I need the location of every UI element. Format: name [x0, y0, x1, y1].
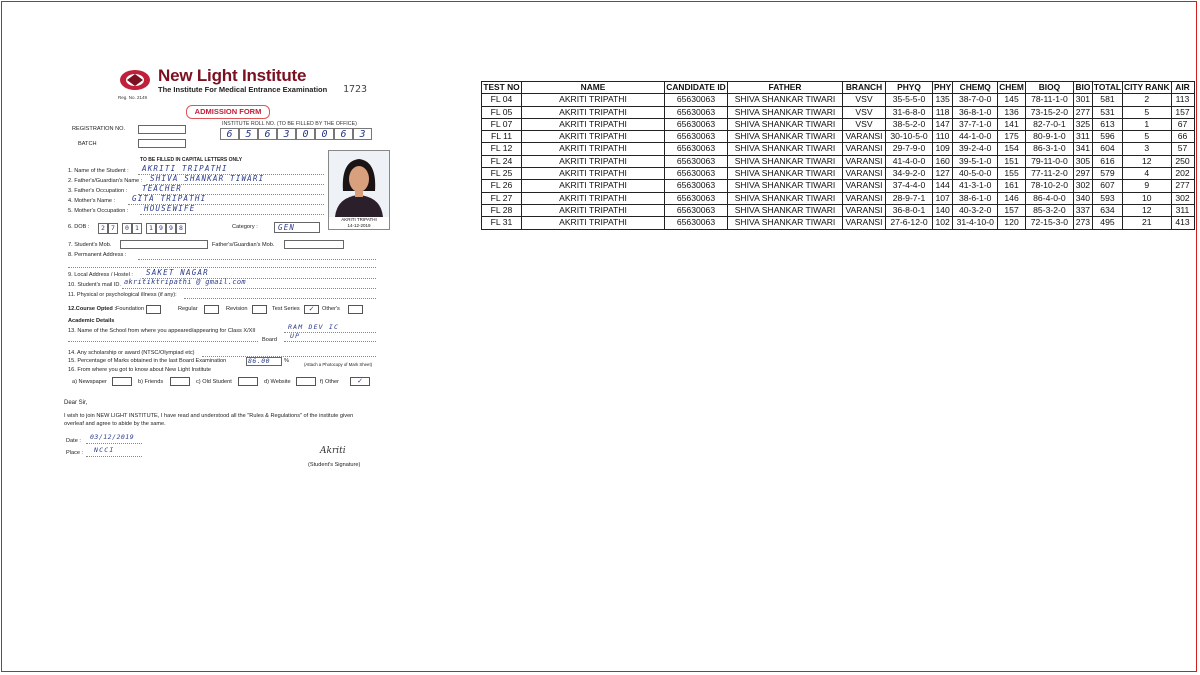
table-cell: 160	[933, 155, 953, 167]
table-cell: 136	[998, 106, 1026, 118]
table-cell: 40-3-2-0	[953, 204, 998, 216]
father-occupation-value: TEACHER	[142, 184, 183, 193]
table-cell: 110	[933, 131, 953, 143]
table-cell: SHIVA SHANKAR TIWARI	[728, 94, 843, 106]
roll-number-boxes	[220, 128, 372, 140]
column-header: FATHER	[728, 82, 843, 94]
table-cell: 277	[1073, 106, 1092, 118]
table-cell: 78-10-2-0	[1025, 180, 1073, 192]
signature-label: (Student's Signature)	[308, 462, 361, 468]
table-cell: 175	[998, 131, 1026, 143]
course-option-others: Other's	[322, 306, 340, 312]
table-cell: VARANSI	[843, 180, 886, 192]
table-cell: 634	[1092, 204, 1122, 216]
column-header: AIR	[1171, 82, 1194, 94]
table-cell: 302	[1171, 192, 1194, 204]
dotted-line	[284, 341, 376, 342]
table-cell: AKRITI TRIPATHI	[522, 143, 665, 155]
column-header: NAME	[522, 82, 665, 94]
table-cell: 86-3-1-0	[1025, 143, 1073, 155]
percent-sign: %	[284, 358, 289, 364]
table-cell: 4	[1123, 168, 1171, 180]
source-option-website: d) Website	[264, 379, 291, 385]
table-cell: 109	[933, 143, 953, 155]
table-row	[482, 168, 1195, 180]
table-cell: FL 12	[482, 143, 522, 155]
table-cell: AKRITI TRIPATHI	[522, 204, 665, 216]
table-cell: 29-7-9-0	[886, 143, 933, 155]
table-header-row	[482, 82, 1195, 94]
table-cell: 301	[1073, 94, 1092, 106]
course-checkbox-test-series: ✓	[304, 305, 319, 314]
table-cell: 21	[1123, 217, 1171, 229]
percentage-value: 86.00	[248, 357, 271, 365]
photo-caption-date: 14-12-2019	[347, 223, 371, 228]
table-cell: 79-11-0-0	[1025, 155, 1073, 167]
table-cell: 36-8-0-1	[886, 204, 933, 216]
table-cell: 82-7-0-1	[1025, 118, 1073, 130]
school-value: RAM DEV IC	[288, 323, 340, 331]
registration-number-tag: Reg. No. 2149	[118, 95, 148, 100]
father-mobile-label: Father's/Guardian's Mob.	[212, 242, 275, 248]
dotted-line	[138, 259, 376, 260]
mail-value: akritiktripathi @ gmail.com	[124, 278, 246, 286]
table-row	[482, 180, 1195, 192]
table-cell: 145	[998, 94, 1026, 106]
student-signature: Akriti	[320, 446, 346, 456]
table-row	[482, 106, 1195, 118]
place-value: NCCI	[94, 446, 115, 454]
table-cell: FL 05	[482, 106, 522, 118]
table-cell: 151	[998, 155, 1026, 167]
table-cell: 65630063	[665, 204, 728, 216]
table-cell: VARANSI	[843, 168, 886, 180]
table-cell: 302	[1073, 180, 1092, 192]
table-cell: SHIVA SHANKAR TIWARI	[728, 217, 843, 229]
table-row	[482, 131, 1195, 143]
table-cell: 531	[1092, 106, 1122, 118]
table-body	[482, 94, 1195, 229]
column-header: CITY RANK	[1124, 82, 1170, 92]
roll-digit: 6	[258, 128, 277, 140]
table-cell: 9	[1123, 180, 1171, 192]
category-value: GEN	[278, 223, 296, 232]
source-option-friends: b) Friends	[138, 379, 164, 385]
table-cell: AKRITI TRIPATHI	[522, 168, 665, 180]
table-cell: 107	[933, 192, 953, 204]
permanent-address-label: 8. Permanent Address :	[68, 252, 127, 258]
form-title: ADMISSION FORM	[186, 105, 270, 119]
course-option-foundation: Foundation	[116, 306, 144, 312]
dob-digit: 9	[166, 223, 176, 234]
table-cell: 413	[1171, 217, 1194, 229]
date-value: 03/12/2019	[90, 433, 135, 441]
table-cell: 57	[1171, 143, 1194, 155]
institute-tagline: The Institute For Medical Entrance Examination	[158, 85, 328, 94]
table-cell: AKRITI TRIPATHI	[522, 118, 665, 130]
table-cell: FL 07	[482, 118, 522, 130]
source-checkbox-other: ✓	[350, 377, 370, 386]
table-cell: 5	[1123, 106, 1171, 118]
column-header: PHY	[934, 82, 952, 92]
table-cell: 495	[1092, 217, 1122, 229]
table-cell: VARANSI	[843, 217, 886, 229]
roll-digit: 0	[296, 128, 315, 140]
table-cell: 325	[1073, 118, 1092, 130]
dob-digit: 1	[146, 223, 156, 234]
capital-letters-note: TO BE FILLED IN CAPITAL LETTERS ONLY	[140, 157, 243, 163]
table-cell: 581	[1092, 94, 1122, 106]
table-cell: VARANSI	[843, 192, 886, 204]
dob-digit: 8	[176, 223, 186, 234]
dob-digit: 0	[122, 223, 132, 234]
table-cell: 616	[1092, 155, 1122, 167]
table-cell: 41-4-0-0	[886, 155, 933, 167]
table-cell: 77-11-2-0	[1025, 168, 1073, 180]
table-cell: SHIVA SHANKAR TIWARI	[728, 192, 843, 204]
column-header: CANDIDATE ID	[666, 82, 726, 92]
column-header: PHYQ	[886, 82, 933, 94]
table-cell: 127	[933, 168, 953, 180]
table-cell: 44-1-0-0	[953, 131, 998, 143]
source-checkbox-friends	[170, 377, 190, 386]
table-cell: 38-7-0-0	[953, 94, 998, 106]
marksheet-note: (Attach a Photocopy of Mark Sheet)	[304, 362, 373, 367]
column-header: BRANCH	[843, 82, 886, 94]
table-cell: 36-8-1-0	[953, 106, 998, 118]
scholarship-label: 14. Any scholarship or award (NTSC/Olympiad etc)	[68, 350, 195, 356]
table-cell: FL 31	[482, 217, 522, 229]
table-cell: SHIVA SHANKAR TIWARI	[728, 143, 843, 155]
table-row	[482, 94, 1195, 106]
dotted-line	[86, 443, 142, 444]
table-cell: 604	[1092, 143, 1122, 155]
source-label: 16. From where you got to know about New Light Institute	[68, 367, 212, 373]
table-row	[482, 204, 1195, 216]
table-cell: FL 27	[482, 192, 522, 204]
father-occupation-label: 3. Father's Occupation :	[68, 188, 128, 194]
table-cell: 40-5-0-0	[953, 168, 998, 180]
table-cell: 146	[998, 192, 1026, 204]
source-checkbox-newspaper	[112, 377, 132, 386]
table-cell: 337	[1073, 204, 1092, 216]
table-cell: 250	[1171, 155, 1194, 167]
course-checkbox-regular	[204, 305, 219, 314]
table-cell: 30-10-5-0	[886, 131, 933, 143]
dotted-line	[68, 341, 258, 342]
source-option-other: f) Other	[320, 379, 339, 385]
table-cell: SHIVA SHANKAR TIWARI	[728, 131, 843, 143]
table-cell: AKRITI TRIPATHI	[522, 155, 665, 167]
source-option-newspaper: a) Newspaper	[72, 379, 107, 385]
table-cell: 3	[1123, 143, 1171, 155]
dob-label: 6. DOB :	[68, 224, 90, 230]
table-cell: 596	[1092, 131, 1122, 143]
course-opted-label: 12.Course Opted :	[68, 306, 117, 312]
table-cell: 157	[1171, 106, 1194, 118]
category-label: Category :	[232, 224, 258, 230]
table-cell: 305	[1073, 155, 1092, 167]
roll-digit: 3	[353, 128, 372, 140]
table-cell: 65630063	[665, 217, 728, 229]
table-cell: 85-3-2-0	[1025, 204, 1073, 216]
board-value: UP	[290, 332, 301, 340]
table-cell: SHIVA SHANKAR TIWARI	[728, 204, 843, 216]
table-cell: 66	[1171, 131, 1194, 143]
test-results-table	[481, 81, 1195, 230]
father-name-label: 2. Father's/Guardian's Name :	[68, 178, 143, 184]
student-portrait-icon	[329, 151, 389, 217]
roll-digit: 6	[334, 128, 353, 140]
table-cell: 157	[998, 204, 1026, 216]
form-serial-number: 1723	[343, 84, 368, 95]
table-cell: 38-6-1-0	[953, 192, 998, 204]
table-cell: 113	[1171, 94, 1194, 106]
date-label: Date :	[66, 438, 81, 444]
table-cell: 311	[1171, 204, 1194, 216]
table-cell: 144	[933, 180, 953, 192]
table-cell: VSV	[843, 106, 886, 118]
student-photo	[328, 150, 390, 230]
roll-digit: 0	[315, 128, 334, 140]
table-cell: 38-5-2-0	[886, 118, 933, 130]
table-cell: 39-5-1-0	[953, 155, 998, 167]
table-cell: 141	[998, 118, 1026, 130]
table-cell: FL 11	[482, 131, 522, 143]
column-header: CHEMQ	[953, 82, 998, 94]
table-cell: 155	[998, 168, 1026, 180]
dotted-line	[184, 298, 376, 299]
table-cell: 12	[1123, 155, 1171, 167]
course-checkbox-revision	[252, 305, 267, 314]
place-label: Place :	[66, 450, 84, 456]
table-row	[482, 143, 1195, 155]
dob-digit: 2	[98, 223, 108, 234]
dob-digit: 7	[108, 223, 118, 234]
table-cell: 27-6-12-0	[886, 217, 933, 229]
table-cell: 118	[933, 106, 953, 118]
course-option-test-series: Test Series	[272, 306, 300, 312]
table-cell: 102	[933, 217, 953, 229]
table-cell: FL 25	[482, 168, 522, 180]
mother-occupation-value: HOUSEWIFE	[144, 204, 196, 213]
declaration-text: I wish to join NEW LIGHT INSTITUTE, I have read and understood all the "Rules & Regulations" of the institute given overleaf and agree to abide by the same.	[64, 413, 354, 427]
table-cell: 31-6-8-0	[886, 106, 933, 118]
school-label: 13. Name of the School from where you appeared/appearing for Class X/XII	[68, 328, 256, 334]
table-cell: 65630063	[665, 106, 728, 118]
source-checkbox-old-student	[238, 377, 258, 386]
table-cell: VARANSI	[843, 155, 886, 167]
table-cell: 65630063	[665, 155, 728, 167]
dob-digit: 9	[156, 223, 166, 234]
table-cell: AKRITI TRIPATHI	[522, 217, 665, 229]
academic-details-heading: Academic Details	[68, 318, 115, 324]
table-cell: 273	[1073, 217, 1092, 229]
table-cell: VARANSI	[843, 143, 886, 155]
table-cell: VARANSI	[843, 131, 886, 143]
table-cell: 65630063	[665, 180, 728, 192]
table-cell: SHIVA SHANKAR TIWARI	[728, 168, 843, 180]
illness-label: 11. Physical or psychological illness (if any):	[68, 292, 177, 298]
institute-logo-icon	[118, 68, 152, 92]
table-cell: 37-7-1-0	[953, 118, 998, 130]
dotted-line	[202, 356, 376, 357]
percentage-label: 15. Percentage of Marks obtained in the last Board Examination	[68, 358, 227, 364]
table-cell: 5	[1123, 131, 1171, 143]
table-row	[482, 192, 1195, 204]
roll-digit: 6	[220, 128, 239, 140]
table-cell: FL 24	[482, 155, 522, 167]
table-cell: FL 28	[482, 204, 522, 216]
photo-caption-name: AKRITI TRIPATHI	[341, 217, 377, 222]
mother-occupation-label: 5. Mother's Occupation :	[68, 208, 129, 214]
source-checkbox-website	[296, 377, 316, 386]
table-cell: 579	[1092, 168, 1122, 180]
student-mobile-label: 7. Student's Mob.	[68, 242, 112, 248]
table-cell: FL 26	[482, 180, 522, 192]
table-cell: 12	[1123, 204, 1171, 216]
column-header: TOTAL	[1093, 82, 1122, 92]
registration-field	[138, 125, 186, 134]
column-header: CHEM	[999, 82, 1024, 92]
table-cell: 311	[1073, 131, 1092, 143]
father-name-value: SHIVA SHANKAR TIWARI	[150, 174, 265, 183]
table-cell: VARANSI	[843, 204, 886, 216]
table-row	[482, 217, 1195, 229]
course-checkbox-foundation	[146, 305, 161, 314]
table-cell: 341	[1073, 143, 1092, 155]
table-cell: 154	[998, 143, 1026, 155]
dotted-line	[122, 288, 376, 289]
table-cell: 31-4-10-0	[953, 217, 998, 229]
column-header: BIO	[1073, 82, 1092, 94]
table-cell: 80-9-1-0	[1025, 131, 1073, 143]
column-header: TEST NO	[483, 82, 520, 92]
mother-name-value: GITA TRIPATHI	[132, 194, 207, 203]
table-cell: 35-5-5-0	[886, 94, 933, 106]
course-checkbox-others	[348, 305, 363, 314]
dotted-line	[68, 267, 376, 268]
table-cell: 67	[1171, 118, 1194, 130]
table-cell: SHIVA SHANKAR TIWARI	[728, 118, 843, 130]
dotted-line	[86, 456, 142, 457]
mail-label: 10. Student's mail ID.	[68, 282, 121, 288]
table-row	[482, 118, 1195, 130]
board-label: Board	[262, 337, 277, 343]
salutation: Dear Sir,	[64, 400, 88, 406]
course-option-regular: Regular	[178, 306, 198, 312]
table-cell: 34-9-2-0	[886, 168, 933, 180]
table-cell: AKRITI TRIPATHI	[522, 180, 665, 192]
table-cell: 1	[1123, 118, 1171, 130]
table-cell: 10	[1123, 192, 1171, 204]
table-cell: 37-4-4-0	[886, 180, 933, 192]
batch-label: BATCH	[78, 141, 97, 147]
table-cell: 2	[1123, 94, 1171, 106]
photo-caption	[329, 217, 389, 229]
admission-form	[58, 62, 388, 474]
table-cell: 297	[1073, 168, 1092, 180]
table-cell: AKRITI TRIPATHI	[522, 94, 665, 106]
table-cell: 65630063	[665, 94, 728, 106]
table-cell: FL 04	[482, 94, 522, 106]
table-cell: 39-2-4-0	[953, 143, 998, 155]
table-cell: 41-3-1-0	[953, 180, 998, 192]
source-option-old-student: c) Old Student	[196, 379, 232, 385]
table-cell: 135	[933, 94, 953, 106]
table-cell: 73-15-2-0	[1025, 106, 1073, 118]
table-cell: 65630063	[665, 131, 728, 143]
table-cell: 340	[1073, 192, 1092, 204]
roll-digit: 3	[277, 128, 296, 140]
table-cell: SHIVA SHANKAR TIWARI	[728, 180, 843, 192]
mother-name-label: 4. Mother's Name :	[68, 198, 116, 204]
batch-field	[138, 139, 186, 148]
table-cell: 65630063	[665, 192, 728, 204]
local-address-label: 9. Local Address / Hostel :	[68, 272, 133, 278]
table-cell: AKRITI TRIPATHI	[522, 106, 665, 118]
student-name-label: 1. Name of the Student :	[68, 168, 129, 174]
institute-name: New Light Institute	[158, 66, 307, 85]
column-header: BIOQ	[1025, 82, 1073, 94]
table-cell: 78-11-1-0	[1025, 94, 1073, 106]
roll-number-label: INSTITUTE ROLL NO. (TO BE FILLED BY THE OFFICE)	[222, 121, 357, 127]
table-cell: 28-9-7-1	[886, 192, 933, 204]
table-cell: 607	[1092, 180, 1122, 192]
table-cell: 65630063	[665, 143, 728, 155]
table-cell: 65630063	[665, 168, 728, 180]
table-cell: 86-4-0-0	[1025, 192, 1073, 204]
table-cell: 593	[1092, 192, 1122, 204]
table-cell: VSV	[843, 94, 886, 106]
roll-digit: 5	[239, 128, 258, 140]
table-cell: 613	[1092, 118, 1122, 130]
table-cell: 72-15-3-0	[1025, 217, 1073, 229]
student-name-value: AKRITI TRIPATHI	[142, 164, 228, 173]
table-cell: SHIVA SHANKAR TIWARI	[728, 155, 843, 167]
course-option-revision: Revision	[226, 306, 248, 312]
registration-label: REGISTRATION NO.	[72, 126, 126, 132]
local-address-value: SAKET NAGAR	[146, 268, 209, 277]
table-cell: 140	[933, 204, 953, 216]
table-cell: AKRITI TRIPATHI	[522, 192, 665, 204]
father-mobile-field	[284, 240, 344, 249]
table-row	[482, 155, 1195, 167]
dob-digit: 1	[132, 223, 142, 234]
dotted-line	[140, 214, 324, 215]
table-cell: 120	[998, 217, 1026, 229]
table-cell: 202	[1171, 168, 1194, 180]
table-cell: 147	[933, 118, 953, 130]
table-cell: SHIVA SHANKAR TIWARI	[728, 106, 843, 118]
student-mobile-field	[120, 240, 208, 249]
table-cell: 161	[998, 180, 1026, 192]
table-cell: AKRITI TRIPATHI	[522, 131, 665, 143]
table-cell: 277	[1171, 180, 1194, 192]
table-cell: 65630063	[665, 118, 728, 130]
table-cell: VSV	[843, 118, 886, 130]
